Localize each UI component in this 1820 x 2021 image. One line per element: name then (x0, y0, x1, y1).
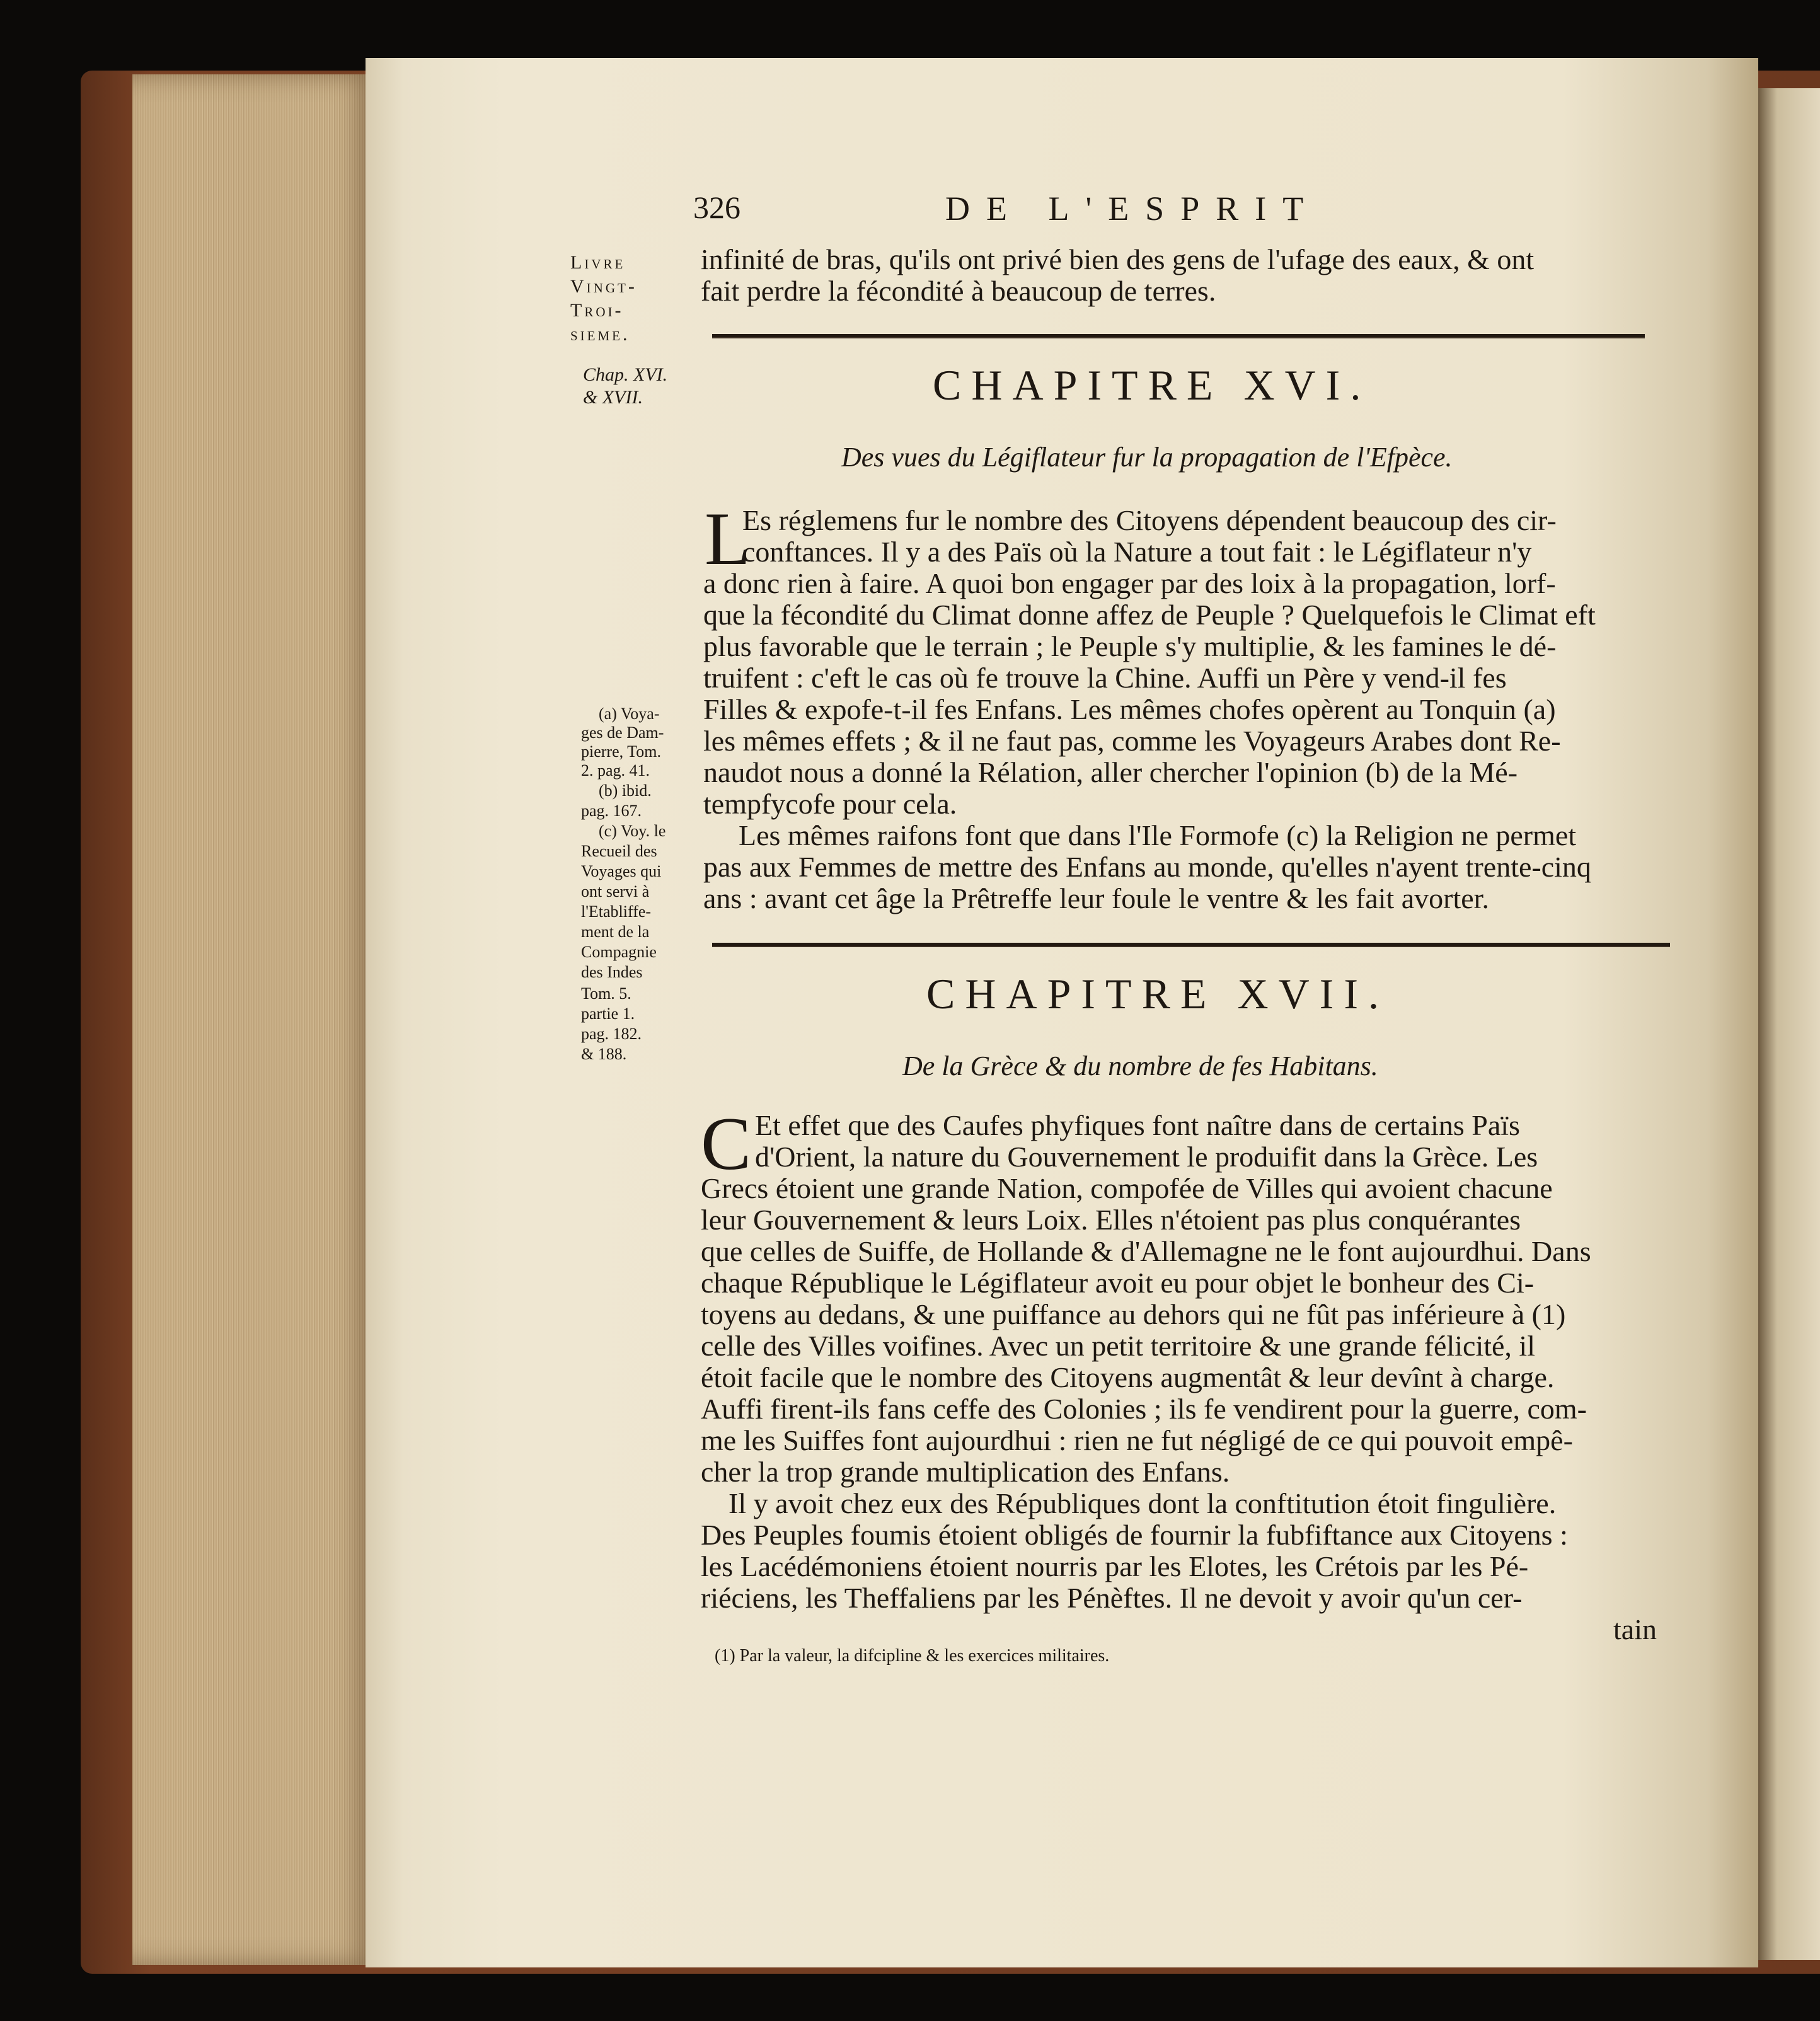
margin-note-line: Compagnie (581, 943, 657, 961)
page-edges (132, 74, 378, 1965)
margin-note-line: 2. pag. 41. (581, 761, 650, 780)
text-line: riéciens, les Theffaliens par les Pénèftes. Il ne devoit y avoir qu'un cer- (701, 1582, 1523, 1614)
text-line: que la fécondité du Climat donne affez de Peuple ? Quelquefois le Climat eft (703, 599, 1596, 631)
drop-cap: C (701, 1102, 752, 1185)
text-line: les mêmes effets ; & il ne faut pas, comme les Voyageurs Arabes dont Re- (703, 725, 1561, 757)
text-line: Il y avoit chez eux des Républiques dont la conftitution étoit fingulière. (729, 1487, 1557, 1519)
text-line: Et effet que des Caufes phyfiques font naître dans de certains Païs (755, 1109, 1520, 1141)
margin-note-line: & 188. (581, 1045, 627, 1063)
text-line: Grecs étoient une grande Nation, compofée de Villes qui avoient chacune (701, 1172, 1553, 1204)
margin-line: sieme. (570, 324, 630, 345)
text-line: a donc rien à faire. A quoi bon engager par des loix à la propagation, lorf- (703, 567, 1556, 599)
margin-note-line: des Indes (581, 963, 643, 981)
margin-note-line: ges de Dam- (581, 723, 664, 742)
margin-line: & XVII. (583, 387, 643, 408)
text-line: étoit facile que le nombre des Citoyens augmentât & leur devînt à charge. (701, 1361, 1555, 1393)
margin-note-line: Voyages qui (581, 862, 662, 880)
text-line: d'Orient, la nature du Gouvernement le produifit dans la Grèce. Les (755, 1141, 1538, 1173)
margin-line: Troi- (570, 300, 624, 321)
chapter-title: CHAPITRE XVII. (926, 970, 1389, 1018)
text-line: infinité de bras, qu'ils ont privé bien des gens de l'ufage des eaux, & ont (701, 243, 1535, 275)
text-line: Filles & expofe-t-il fes Enfans. Les mêmes chofes opèrent au Tonquin (a) (703, 693, 1556, 725)
text-line: conftances. Il y a des Païs où la Nature a tout fait : le Légiflateur n'y (742, 536, 1532, 568)
text-line: me les Suiffes font aujourdhui : rien ne fut négligé de ce qui pouvoit empê- (701, 1424, 1573, 1456)
chapter-divider (712, 943, 1670, 947)
page-number: 326 (693, 190, 740, 225)
text-line: celle des Villes voifines. Avec un petit territoire & une grande félicité, il (701, 1330, 1535, 1362)
text-line: plus favorable que le terrain ; le Peuple s'y multiplie, & les famines le dé- (703, 630, 1557, 662)
text-line: tempfycofe pour cela. (703, 788, 957, 820)
text-line: chaque République le Légiflateur avoit eu pour objet le bonheur des Ci- (701, 1267, 1535, 1299)
chapter-divider (712, 334, 1645, 338)
margin-note-line: ment de la (581, 923, 650, 941)
margin-note-line: l'Etabliffe- (581, 902, 652, 921)
margin-line: Chap. XVI. (583, 364, 668, 385)
margin-line: Vingt- (570, 276, 637, 297)
catchword: tain (1613, 1613, 1657, 1645)
margin-note-line: partie 1. (581, 1005, 635, 1023)
margin-note-line: pag. 167. (581, 802, 642, 820)
footnote: (1) Par la valeur, la difcipline & les exercices militaires. (715, 1646, 1110, 1666)
text-line: leur Gouvernement & leurs Loix. Elles n'étoient pas plus conquérantes (701, 1204, 1521, 1236)
text-line: Des Peuples foumis étoient obligés de fournir la fubfiftance aux Citoyens : (701, 1519, 1568, 1551)
running-title: DE L'ESPRIT (945, 190, 1320, 227)
margin-note-line: ont servi à (581, 882, 650, 901)
margin-note-line: pierre, Tom. (581, 742, 661, 761)
margin-note-line: Recueil des (581, 842, 657, 860)
facing-page-edge (1758, 88, 1820, 1960)
text-line: les Lacédémoniens étoient nourris par les Elotes, les Crétois par les Pé- (701, 1550, 1529, 1582)
margin-note-line: Tom. 5. (581, 984, 631, 1003)
text-line: toyens au dedans, & une puiffance au dehors qui ne fût pas inférieure à (1) (701, 1298, 1566, 1330)
text-line: Es réglemens fur le nombre des Citoyens dépendent beaucoup des cir- (742, 504, 1557, 536)
margin-note-line: (c) Voy. le (599, 822, 666, 840)
text-line: Les mêmes raifons font que dans l'Ile Formofe (c) la Religion ne permet (739, 819, 1577, 851)
margin-note-line: (a) Voya- (599, 705, 660, 723)
text-line: pas aux Femmes de mettre des Enfans au monde, qu'elles n'ayent trente-cinq (703, 851, 1591, 883)
drop-cap: L (705, 497, 751, 580)
text-line: Auffi firent-ils fans ceffe des Colonies ; ils fe vendirent pour la guerre, com- (701, 1393, 1587, 1425)
margin-line: Livre (570, 252, 626, 273)
chapter-title: CHAPITRE XVI. (933, 361, 1371, 409)
chapter-subtitle: De la Grèce & du nombre de fes Habitans. (902, 1051, 1378, 1081)
text-line: truifent : c'eft le cas où fe trouve la Chine. Auffi un Père y vend-il fes (703, 662, 1507, 694)
text-line: ans : avant cet âge la Prêtreffe leur foule le ventre & les fait avorter. (703, 882, 1489, 914)
margin-note-line: (b) ibid. (599, 781, 652, 800)
text-line: naudot nous a donné la Rélation, aller chercher l'opinion (b) de la Mé- (703, 756, 1518, 788)
chapter-subtitle: Des vues du Légiflateur fur la propagation de l'Efpèce. (841, 442, 1453, 473)
text-line: cher la trop grande multiplication des Enfans. (701, 1456, 1230, 1488)
margin-note-line: pag. 182. (581, 1025, 642, 1043)
text-line: que celles de Suiffe, de Hollande & d'Allemagne ne le font aujourdhui. Dans (701, 1235, 1591, 1267)
text-line: fait perdre la fécondité à beaucoup de terres. (701, 275, 1216, 307)
